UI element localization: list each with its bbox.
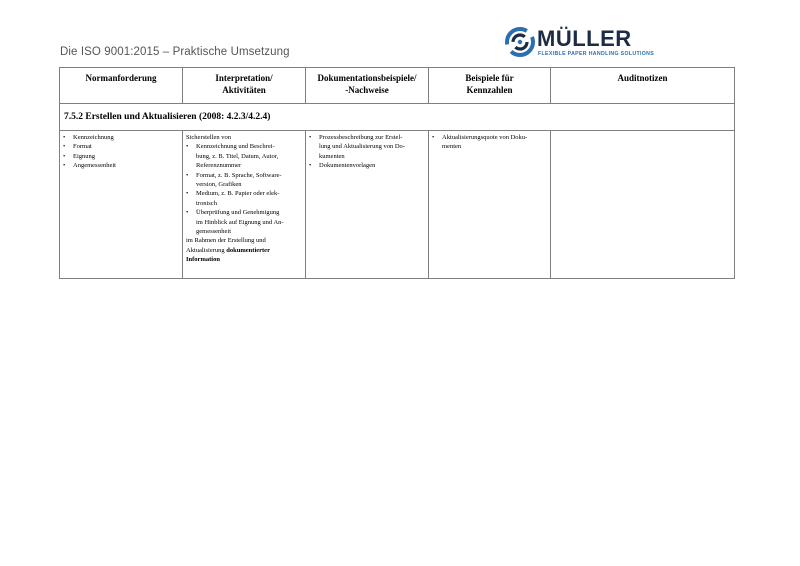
list-item: • Angemessenheit [63,161,182,170]
logo-tagline: FLEXIBLE PAPER HANDLING SOLUTIONS [538,51,655,57]
column-header-auditnotizen: Auditnotizen [551,68,735,104]
cell-kennzahlen [429,131,551,279]
cell-normanforderung [60,131,183,279]
logo-wordmark: MÜLLER [537,26,632,51]
table-header-row [60,68,735,104]
list-item: • Prozessbeschreibung zur Erstel- lung und Aktualisierung von Do- kumenten [309,133,428,161]
table-row [60,131,735,279]
mueller-spiral-logo-icon [505,26,535,58]
cell-auditnotizen [551,131,735,279]
column-header-dokumentation: Dokumentationsbeispiele/ -Nachweise [306,68,429,104]
list-item: • Kennzeichnung und Beschrei- bung, z. B. Titel, Datum, Autor, Referenznummer [186,142,305,170]
list-item: • Format [63,142,182,151]
list-item: • Überprüfung und Genehmigung im Hinblick auf Eignung und An- gemessenheit [186,208,305,236]
list-item: • Format, z. B. Sprache, Software- version, Grafiken [186,171,305,190]
document-title: Die ISO 9001:2015 – Praktische Umsetzung [60,46,290,58]
cell-intro-text: Sicherstellen von [186,134,231,141]
list-item: • Dokumentenvorlagen [309,161,428,170]
requirements-table [59,67,735,279]
list-item: • Medium, z. B. Papier oder elek- tronisch [186,189,305,208]
list-item: • Kennzeichnung [63,133,182,142]
column-header-interpretation: Interpretation/ Aktivitäten [183,68,306,104]
cell-dokumentation [306,131,429,279]
list-item: • Aktualisierungsquote von Doku- menten [432,133,550,152]
cell-interpretation [183,131,306,279]
section-row [60,104,735,131]
list-item: • Eignung [63,152,182,161]
company-logo [505,26,655,62]
column-header-kennzahlen: Beispiele für Kennzahlen [429,68,551,104]
cell-outro-text: im Rahmen der Erstellung und Aktualisierung dokumentierter Information [186,237,270,264]
column-header-normanforderung: Normanforderung [60,68,183,104]
section-title: 7.5.2 Erstellen und Aktualisieren (2008: 4.2.3/4.2.4) [60,104,735,131]
